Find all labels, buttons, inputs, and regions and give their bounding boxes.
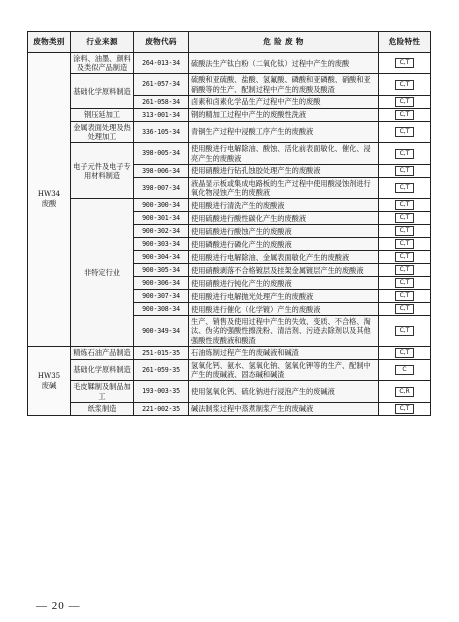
- waste-code-cell: 398-006-34: [134, 164, 189, 177]
- hazard-cell: [379, 277, 431, 290]
- hazard-characteristic: C,T: [395, 213, 414, 223]
- waste-description-cell: 硫酸法生产钛白粉（二氧化钛）过程中产生的废酸: [189, 53, 379, 74]
- hazard-cell: [379, 199, 431, 212]
- table-row: [28, 381, 431, 402]
- waste-code-cell: 251-015-35: [134, 346, 189, 359]
- waste-code-cell: 900-349-34: [134, 316, 189, 347]
- waste-description-cell: 使用酸进行电解除油、金属表面敏化产生的废酸液: [189, 251, 379, 264]
- hazard-cell: [379, 121, 431, 142]
- waste-code-cell: 900-301-34: [134, 212, 189, 225]
- waste-description-cell: 卤素和卤素化学品生产过程中产生的废酸: [189, 95, 379, 108]
- waste-code-cell: 900-303-34: [134, 238, 189, 251]
- hazard-cell: [379, 251, 431, 264]
- waste-description-cell: 使用酸进行电解抛光处理产生的废酸液: [189, 290, 379, 303]
- waste-description-cell: 氢氧化钙、氨水、氢氧化钠、氢氧化钾等的生产、配制中产生的废碱液、固态碱和碱渣: [189, 359, 379, 380]
- header-hazard: 危险特性: [379, 32, 431, 53]
- waste-code-cell: 398-007-34: [134, 177, 189, 198]
- hazard-cell: [379, 346, 431, 359]
- category-name: 废酸: [41, 199, 57, 209]
- waste-description-cell: 使用硝酸剥落不合格镀层及挂架金属镀层产生的废酸液: [189, 264, 379, 277]
- hazard-characteristic: C,T: [395, 166, 414, 176]
- hazard-characteristic: C,T: [395, 348, 414, 358]
- hazard-cell: [379, 359, 431, 380]
- industry-cell: 纸浆制造: [71, 402, 134, 415]
- industry-cell: 金属表面处理及热处理加工: [71, 121, 134, 142]
- hazard-characteristic: C,T: [395, 265, 414, 275]
- table-row: [28, 199, 431, 212]
- hazard-characteristic: C,T: [395, 404, 414, 414]
- waste-description-cell: 使用酸进行催化（化学镀）产生的废酸液: [189, 303, 379, 316]
- waste-description-cell: 钢的精加工过程中产生的废酸性洗液: [189, 108, 379, 121]
- waste-description-cell: 石油炼制过程产生的废碱液和碱渣: [189, 346, 379, 359]
- header-industry: 行业来源: [71, 32, 134, 53]
- industry-cell: 非特定行业: [71, 199, 134, 347]
- waste-code-cell: 193-003-35: [134, 381, 189, 402]
- table-header-row: [28, 32, 431, 53]
- hazard-characteristic: C,T: [395, 226, 414, 236]
- industry-cell: 钢压延加工: [71, 108, 134, 121]
- category-name: 废碱: [41, 380, 57, 390]
- hazard-cell: [379, 303, 431, 316]
- table-row: [28, 74, 431, 95]
- hazard-characteristic: C,T: [395, 252, 414, 262]
- waste-code-cell: 900-306-34: [134, 277, 189, 290]
- waste-description-cell: 使用硝酸进行钻孔蚀胶处理产生的废酸液: [189, 164, 379, 177]
- waste-code-cell: 261-059-35: [134, 359, 189, 380]
- waste-code-cell: 313-001-34: [134, 108, 189, 121]
- waste-description-cell: 碱法制浆过程中蒸煮制浆产生的废碱液: [189, 402, 379, 415]
- table-row: [28, 108, 431, 121]
- table-row: [28, 143, 431, 164]
- hazard-characteristic: C,T: [395, 110, 414, 120]
- waste-code-cell: 336-105-34: [134, 121, 189, 142]
- category-cell: [28, 53, 71, 347]
- waste-description-cell: 使用磷酸进行磷化产生的废酸液: [189, 238, 379, 251]
- category-code: HW35: [37, 371, 61, 380]
- industry-cell: 电子元件及电子专用材料制造: [71, 143, 134, 199]
- waste-code-cell: 900-308-34: [134, 303, 189, 316]
- hazard-cell: [379, 290, 431, 303]
- waste-description-cell: 青铜生产过程中浸酸工序产生的废酸液: [189, 121, 379, 142]
- industry-cell: 涂料、油墨、颜料及类似产品制造: [71, 53, 134, 74]
- waste-code-cell: 398-005-34: [134, 143, 189, 164]
- waste-code-cell: 900-304-34: [134, 251, 189, 264]
- header-category: 废物类别: [28, 32, 71, 53]
- hazard-characteristic: C: [395, 365, 414, 375]
- hazard-cell: [379, 225, 431, 238]
- hazard-characteristic: C,T: [395, 278, 414, 288]
- hazard-cell: [379, 212, 431, 225]
- table-body: [28, 53, 431, 416]
- waste-code-cell: 261-058-34: [134, 95, 189, 108]
- hazard-cell: [379, 164, 431, 177]
- hazardous-waste-table: [27, 31, 431, 416]
- hazard-cell: [379, 108, 431, 121]
- hazard-cell: [379, 143, 431, 164]
- table-row: [28, 53, 431, 74]
- waste-description-cell: 使用酸进行电解除油、酸蚀、活化前表面敏化、催化、浸亮产生的废酸液: [189, 143, 379, 164]
- waste-description-cell: 使用硫酸进行酸蚀产生的废酸液: [189, 225, 379, 238]
- hazard-cell: [379, 316, 431, 347]
- hazard-cell: [379, 381, 431, 402]
- hazard-characteristic: C,T: [395, 80, 414, 90]
- hazard-characteristic: C,T: [395, 239, 414, 249]
- hazard-cell: [379, 74, 431, 95]
- waste-code-cell: 900-300-34: [134, 199, 189, 212]
- waste-code-cell: 261-057-34: [134, 74, 189, 95]
- waste-description-cell: 硫酸和亚硫酸、盐酸、氢氟酸、磷酸和亚磷酸、硝酸和亚硝酸等的生产、配制过程中产生的废酸及酸渣: [189, 74, 379, 95]
- industry-cell: 基础化学原料制造: [71, 74, 134, 108]
- waste-code-cell: 264-013-34: [134, 53, 189, 74]
- header-description: 危 险 废 物: [189, 32, 379, 53]
- hazard-characteristic: C,T: [395, 149, 414, 159]
- waste-description-cell: 生产、销售及使用过程中产生的失效、变质、不合格、淘汰、伪劣的强酸性擦洗粉、清洁剂、污迹去除剂以及其他强酸性废酸液和酸渣: [189, 316, 379, 347]
- category-code: HW34: [37, 190, 61, 199]
- hazard-characteristic: C,T: [395, 291, 414, 301]
- hazard-cell: [379, 238, 431, 251]
- hazard-characteristic: C,T: [395, 326, 414, 336]
- header-code: 废物代码: [134, 32, 189, 53]
- hazard-characteristic: C,T: [395, 127, 414, 137]
- industry-cell: 基础化学原料制造: [71, 359, 134, 380]
- hazard-characteristic: C,T: [395, 97, 414, 107]
- hazard-characteristic: C,T: [395, 183, 414, 193]
- hazard-characteristic: C,T: [395, 58, 414, 68]
- page-number: — 20 —: [36, 600, 81, 612]
- waste-description-cell: 使用酸进行清洗产生的废酸液: [189, 199, 379, 212]
- hazard-cell: [379, 402, 431, 415]
- hazard-characteristic: C,T: [395, 304, 414, 314]
- waste-description-cell: 使用硝酸进行钝化产生的废酸液: [189, 277, 379, 290]
- category-cell: [28, 346, 71, 415]
- industry-cell: 精炼石油产品制造: [71, 346, 134, 359]
- waste-code-cell: 900-302-34: [134, 225, 189, 238]
- industry-cell: 毛皮鞣制及制品加工: [71, 381, 134, 402]
- table-row: [28, 346, 431, 359]
- hazard-characteristic: C,R: [395, 387, 414, 397]
- hazard-characteristic: C,T: [395, 200, 414, 210]
- hazard-cell: [379, 177, 431, 198]
- table-row: [28, 402, 431, 415]
- waste-code-cell: 900-305-34: [134, 264, 189, 277]
- hazard-cell: [379, 264, 431, 277]
- waste-description-cell: 液晶显示板或集成电路板的生产过程中使用酸浸蚀剂进行氧化物浸蚀产生的废酸液: [189, 177, 379, 198]
- hazard-cell: [379, 95, 431, 108]
- waste-code-cell: 900-307-34: [134, 290, 189, 303]
- table-row: [28, 121, 431, 142]
- hazard-cell: [379, 53, 431, 74]
- table-row: [28, 359, 431, 380]
- waste-description-cell: 使用硫酸进行酸性碳化产生的废酸液: [189, 212, 379, 225]
- waste-description-cell: 使用氢氧化钙、硫化钠进行浸泡产生的废碱液: [189, 381, 379, 402]
- waste-code-cell: 221-002-35: [134, 402, 189, 415]
